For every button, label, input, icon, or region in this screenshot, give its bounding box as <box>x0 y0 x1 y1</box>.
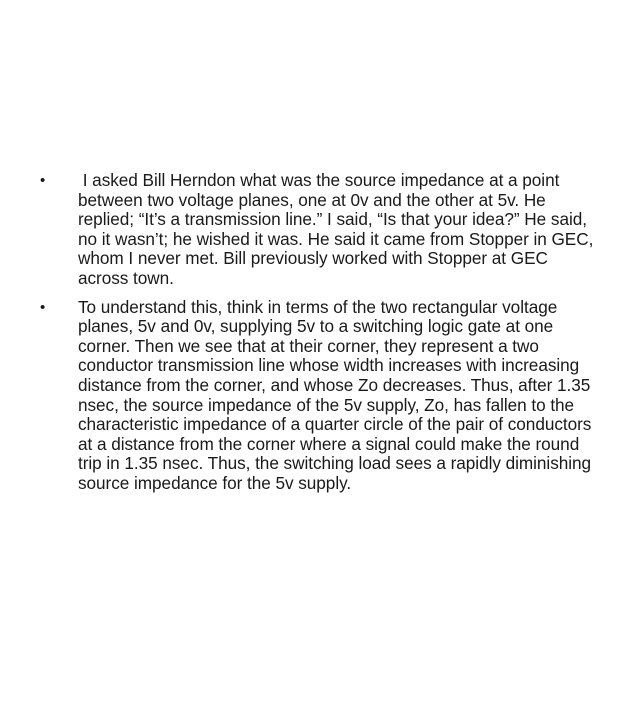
bullet-text: To understand this, think in terms of the two rectangular voltage planes, 5v and 0v, supplying 5v to a switching logic gate at one corner. Then we see that at their corner, they represent a two conductor transmission line whose width increases with increasing distance from the corner, and whose Zo decreases. Thus, after 1.35 nsec, the source impedance of the 5v supply, Zo, has fallen to the characteristic impedance of a quarter circle of the pair of conductors at a distance from the corner where a signal could make the round trip in 1.35 nsec. Thus, the switching load sees a rapidly diminishing source impedance for the 5v supply. <box>78 296 597 493</box>
bullet-item-source-impedance <box>40 171 600 289</box>
bullet-marker: • <box>40 298 46 316</box>
bullet-item-voltage-planes <box>40 298 600 494</box>
bullet-list <box>40 171 600 503</box>
bullet-text: I asked Bill Herndon what was the source impedance at a point between two voltage planes, one at 0v and the other at 5v. He replied; “It’s a transmission line.” I said, “Is that your idea?” He said, no it wasn’t; he wished it was. He said it came from Stopper in GEC, whom I never met. Bill previously worked with Stopper at GEC across town. <box>78 170 599 288</box>
bullet-marker: • <box>40 172 46 189</box>
